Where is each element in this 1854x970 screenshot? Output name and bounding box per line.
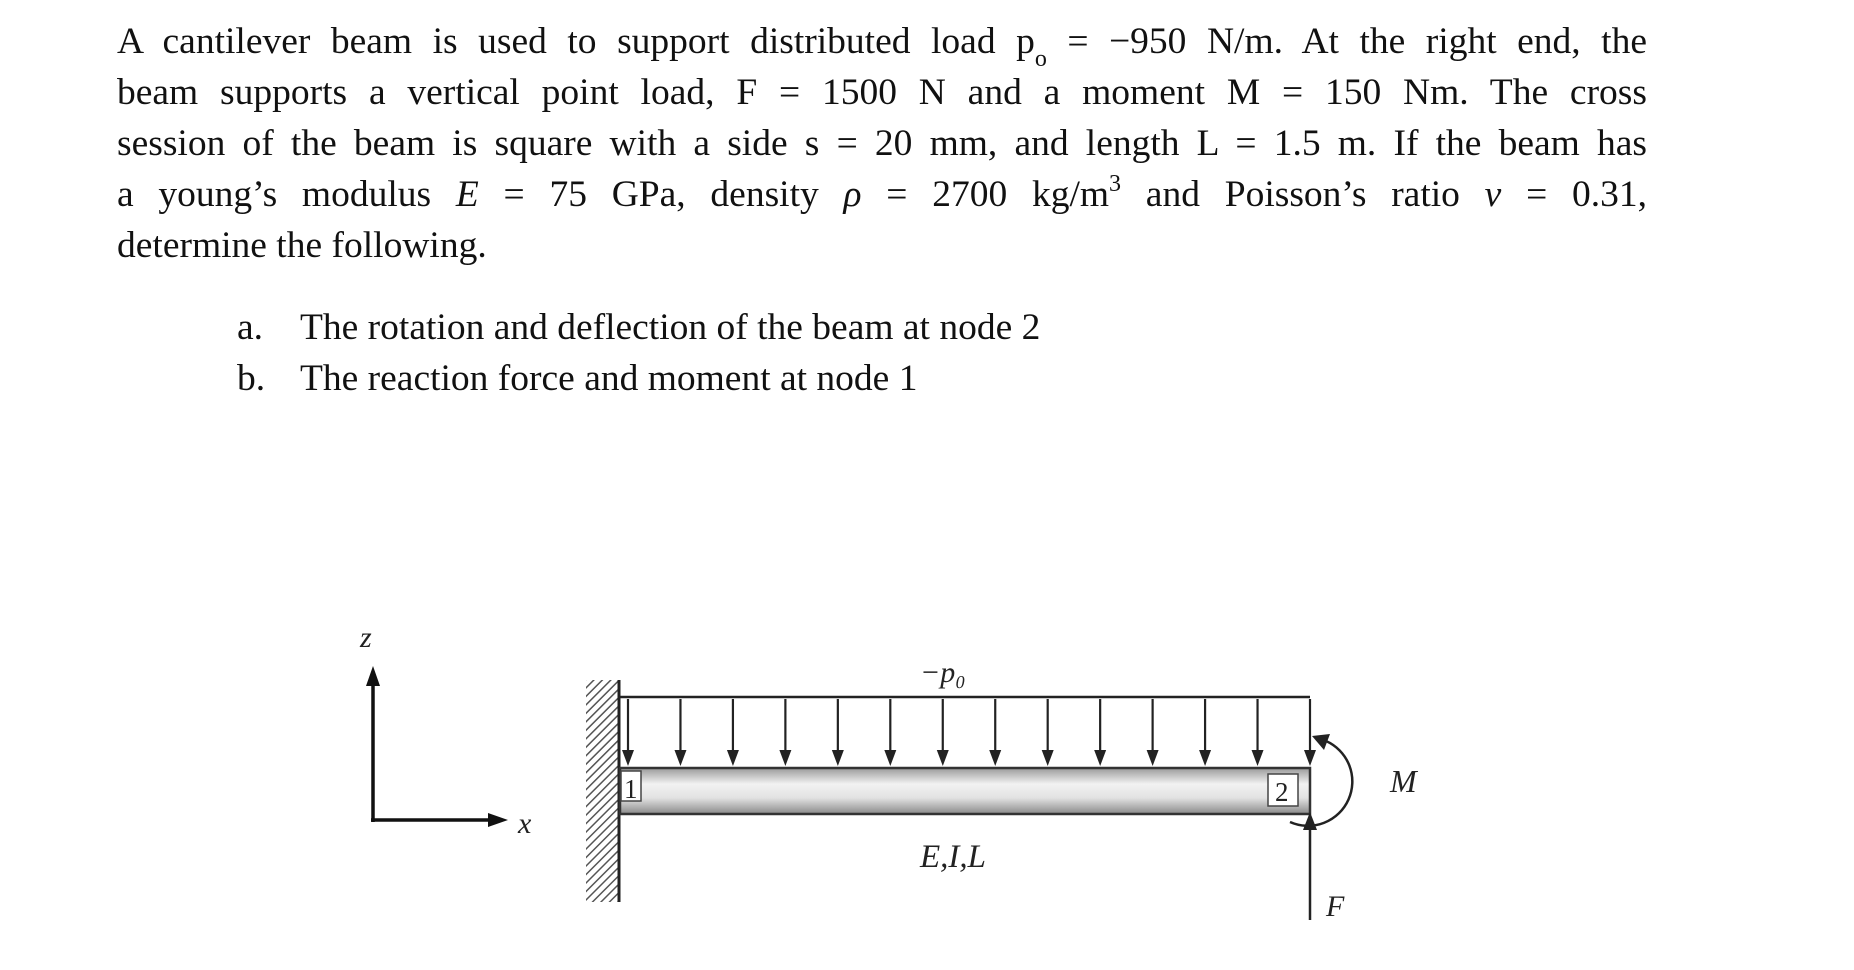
z-axis-label: z <box>360 621 372 654</box>
load-arrow <box>832 699 844 766</box>
load-arrow <box>779 699 791 766</box>
fixed-wall-support <box>586 680 619 902</box>
load-arrow <box>1094 699 1106 766</box>
load-label: −p₀ <box>920 656 966 689</box>
load-arrow <box>884 699 896 766</box>
load-arrow <box>937 699 949 766</box>
load-arrow <box>1304 699 1316 766</box>
node-2-label: 2 <box>1275 777 1289 807</box>
force-label: F <box>1326 890 1345 923</box>
load-arrow <box>1042 699 1054 766</box>
problem-line-5: determine the following. <box>117 225 487 266</box>
distributed-load <box>620 656 1316 766</box>
problem-line-4: a young’s modulus E = 75 GPa, density ρ = 2700 $kg/m^3$ and Poisson’s ratio v = 0.31, <box>117 170 1647 215</box>
task-text: The reaction force and moment at node 1 <box>300 358 918 399</box>
z-axis-arrowhead <box>366 666 380 686</box>
task-marker: b. <box>237 358 266 399</box>
moment-label: M <box>1390 763 1417 799</box>
load-arrow <box>727 699 739 766</box>
wall-hatch <box>586 680 618 902</box>
load-arrow <box>1199 699 1211 766</box>
x-axis-arrowhead <box>488 813 508 827</box>
beam-properties-label: E,I,L <box>920 839 986 875</box>
task-marker: a. <box>237 307 264 348</box>
problem-line-2: beam supports a vertical point load, F = 1500 N and a moment M = 150 Nm. The cross <box>117 72 1647 113</box>
load-arrow <box>674 699 686 766</box>
beam <box>620 768 1310 814</box>
load-arrow <box>989 699 1001 766</box>
coordinate-axes <box>359 621 532 840</box>
problem-line-1: A cantilever beam is used to support distributed load $p_o = -950$ N/m. At the right end, the <box>117 21 1647 72</box>
load-arrow <box>622 699 634 766</box>
node-1-label: 1 <box>624 774 638 804</box>
problem-line-3: session of the beam is square with a side s = 20 mm, and length L = 1.5 m. If the beam has <box>117 123 1647 164</box>
x-axis-label: x <box>518 807 532 840</box>
point-force <box>1303 812 1345 923</box>
load-arrow <box>1147 699 1159 766</box>
beam-body <box>620 768 1310 814</box>
load-arrow <box>1252 699 1264 766</box>
task-text: The rotation and deflection of the beam at node 2 <box>300 307 1041 348</box>
